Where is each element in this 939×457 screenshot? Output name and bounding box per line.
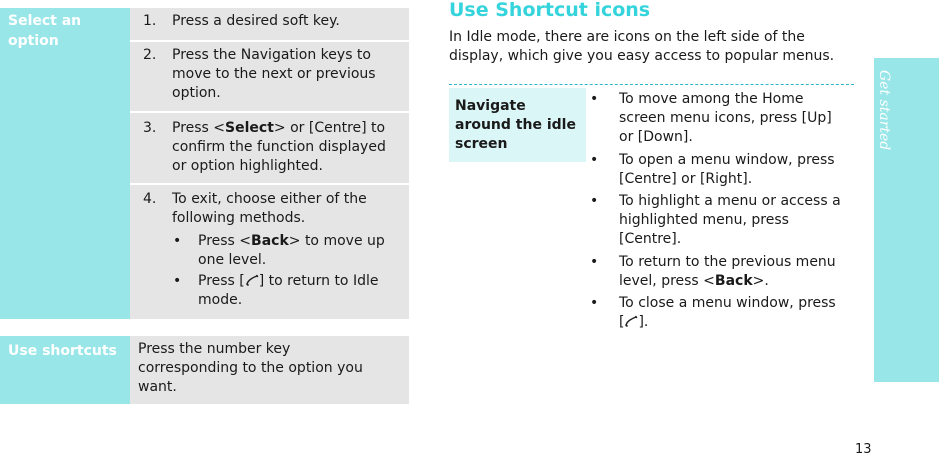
text-line: Press the number key [138,341,291,357]
step-text-line: or option highlighted. [172,158,323,174]
bullet-text [619,151,859,189]
step-number: 4. [143,191,157,207]
page-number: 13 [855,442,872,457]
step-text [172,190,367,228]
text-line: Navigate [455,98,526,114]
text-line [619,313,859,332]
step-text-line: Press the Navigation keys to [172,47,371,63]
step-text-line: move to the next or previous [172,66,376,82]
exit-method-text [198,272,378,310]
text-line: display, which give you easy access to popular menus. [449,48,835,64]
use-shortcuts-cell [130,336,409,404]
text-fragment: Press < [198,233,252,249]
text-line: [Centre]. [619,231,682,247]
text-line: [Centre] or [Right]. [619,171,753,187]
step-number: 2. [143,47,157,63]
exit-method-text [198,232,385,270]
bullet-text [619,192,859,249]
text-line: To return to the previous menu [619,254,836,270]
text-line: one level. [198,252,267,268]
text-fragment: Press < [172,120,226,136]
select-option-label [0,8,130,319]
text-fragment: > or [Centre] to [273,120,386,136]
section-title: Use Shortcut icons [449,0,651,21]
text-line: or [Down]. [619,129,693,145]
bullet-text [619,90,859,147]
end-key-icon [624,314,638,328]
text-fragment: >. [752,273,769,289]
step-text-line [172,119,386,138]
step-3-cell [130,113,409,183]
text-line: screen [455,136,508,152]
text-line: In Idle mode, there are icons on the left side of the [449,29,805,45]
step-text [172,46,376,103]
select-key-label: Select [225,120,274,136]
text-fragment: level, press < [619,273,715,289]
text-line: To open a menu window, press [619,152,835,168]
bullet: • [590,295,599,311]
text-line: To highlight a menu or access a [619,193,841,209]
text-line: screen menu icons, press [Up] [619,110,832,126]
text-line: want. [138,379,177,395]
bullet: • [173,273,182,289]
use-shortcuts-label [0,336,130,404]
text-line: To move among the Home [619,91,804,107]
bullet: • [590,91,599,107]
bullet: • [173,233,182,249]
text-fragment: Press [ [198,273,245,289]
side-tab-text: Get started [876,70,892,151]
bullet: • [590,254,599,270]
navigate-idle-label [449,88,586,162]
text-fragment: [ [619,314,625,330]
text-line: corresponding to the option you [138,360,363,376]
text-line: highlighted menu, press [619,212,789,228]
step-number: 3. [143,120,157,136]
text-line: mode. [198,292,243,308]
step-text-line: option. [172,85,221,101]
text-line: To close a menu window, press [619,295,836,311]
text-line [198,232,385,251]
step-text-line: To exit, choose either of the [172,191,367,207]
text-line [198,272,378,291]
use-shortcuts-label-text: Use shortcuts [8,343,117,359]
bullet: • [590,193,599,209]
dashed-divider [449,84,854,85]
back-key-label: Back [251,233,289,249]
step-2-cell [130,42,409,111]
text-fragment: ]. [638,314,649,330]
step-text-line: following methods. [172,210,306,226]
step-text: Press a desired soft key. [172,13,340,29]
back-key-label: Back [714,273,753,289]
step-text-line: confirm the function displayed [172,139,386,155]
step-4-cell [130,185,409,319]
step-text [172,119,386,176]
text-fragment: > to move up [288,233,385,249]
text-fragment: ] to return to Idle [258,273,379,289]
text-line [619,272,859,291]
step-number: 1. [143,13,157,29]
text-line: around the idle [455,117,576,133]
step-1-cell [130,8,409,40]
bullet: • [590,152,599,168]
bullet-text [619,294,859,332]
bullet-text [619,253,859,291]
end-key-icon [245,273,259,287]
select-option-label-text: Select an option [8,13,82,49]
intro-text [449,28,834,66]
